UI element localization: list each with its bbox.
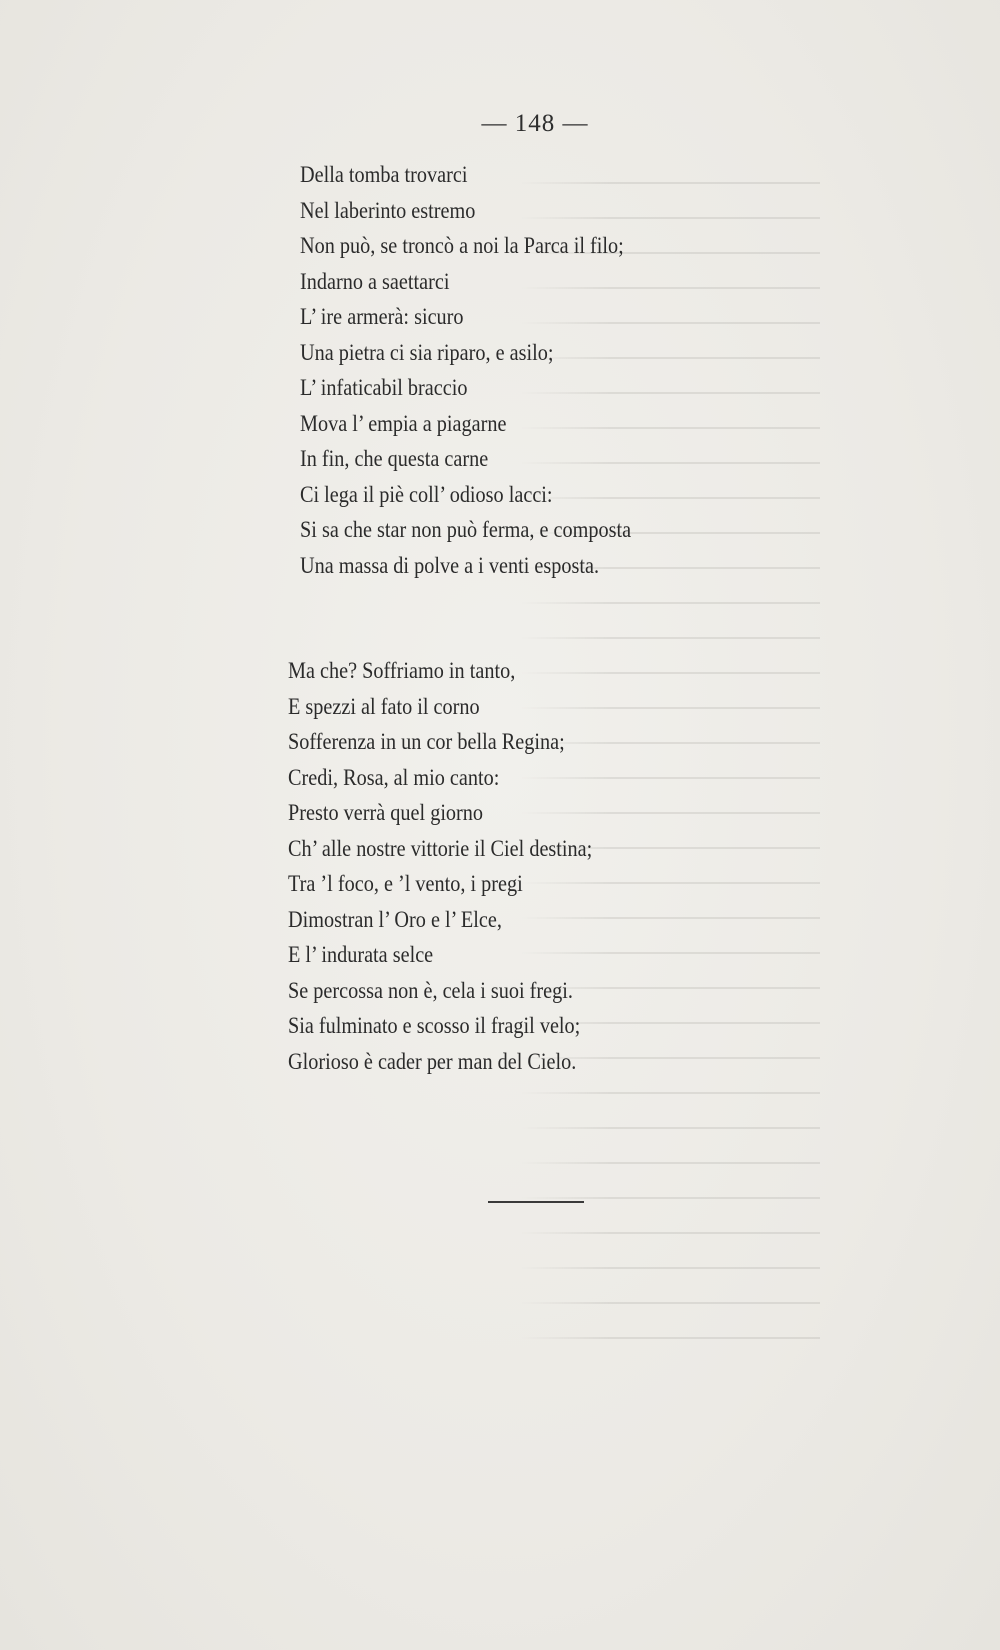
verse-line: Tra ’l foco, e ’l vento, i pregi: [288, 871, 523, 896]
verse-line: Nel laberinto estremo: [300, 197, 476, 223]
verse-line: Sofferenza in un cor bella Regina;: [288, 729, 565, 754]
verse-line: Si sa che star non può ferma, e composta: [300, 517, 632, 542]
verse-line: Indarno a saettarci: [300, 268, 450, 294]
verse-line: In fin, che questa carne: [300, 446, 489, 471]
verse-line: Non può, se troncò a noi la Parca il filo;: [300, 233, 624, 258]
section-end-rule: [488, 1201, 584, 1203]
stanza-1: [300, 157, 676, 583]
verse-line: Glorioso è cader per man del Cielo.: [288, 1048, 577, 1074]
verse-line: Se percossa non è, cela i suoi fregi.: [288, 977, 573, 1003]
verse-line: L’ ire armerà: sicuro: [300, 304, 464, 329]
verse-line: Credi, Rosa, al mio canto:: [288, 764, 500, 790]
verse-line: L’ infaticabil braccio: [300, 375, 468, 400]
verse-line: Una pietra ci sia riparo, e asilo;: [300, 339, 554, 365]
verse-line: Mova l’ empia a piagarne: [300, 410, 507, 436]
verse-line: Ci lega il piè coll’ odioso lacci:: [300, 481, 553, 507]
page-number: — 148 —: [481, 110, 589, 137]
verse-line: Presto verrà quel giorno: [288, 800, 484, 825]
verse-line: Sia fulminato e scosso il fragil velo;: [288, 1013, 581, 1038]
verse-line: Ma che? Soffriamo in tanto,: [288, 658, 516, 683]
verse-line: E l’ indurata selce: [288, 942, 434, 967]
verse-line: Una massa di polve a i venti esposta.: [300, 552, 600, 578]
verse-line: E spezzi al fato il corno: [288, 693, 480, 719]
stanza-2: [288, 653, 634, 1079]
verse-line: Della tomba trovarci: [300, 162, 468, 187]
verse-line: Ch’ alle nostre vittorie il Ciel destina;: [288, 835, 593, 861]
verse-line: Dimostran l’ Oro e l’ Elce,: [288, 906, 502, 932]
